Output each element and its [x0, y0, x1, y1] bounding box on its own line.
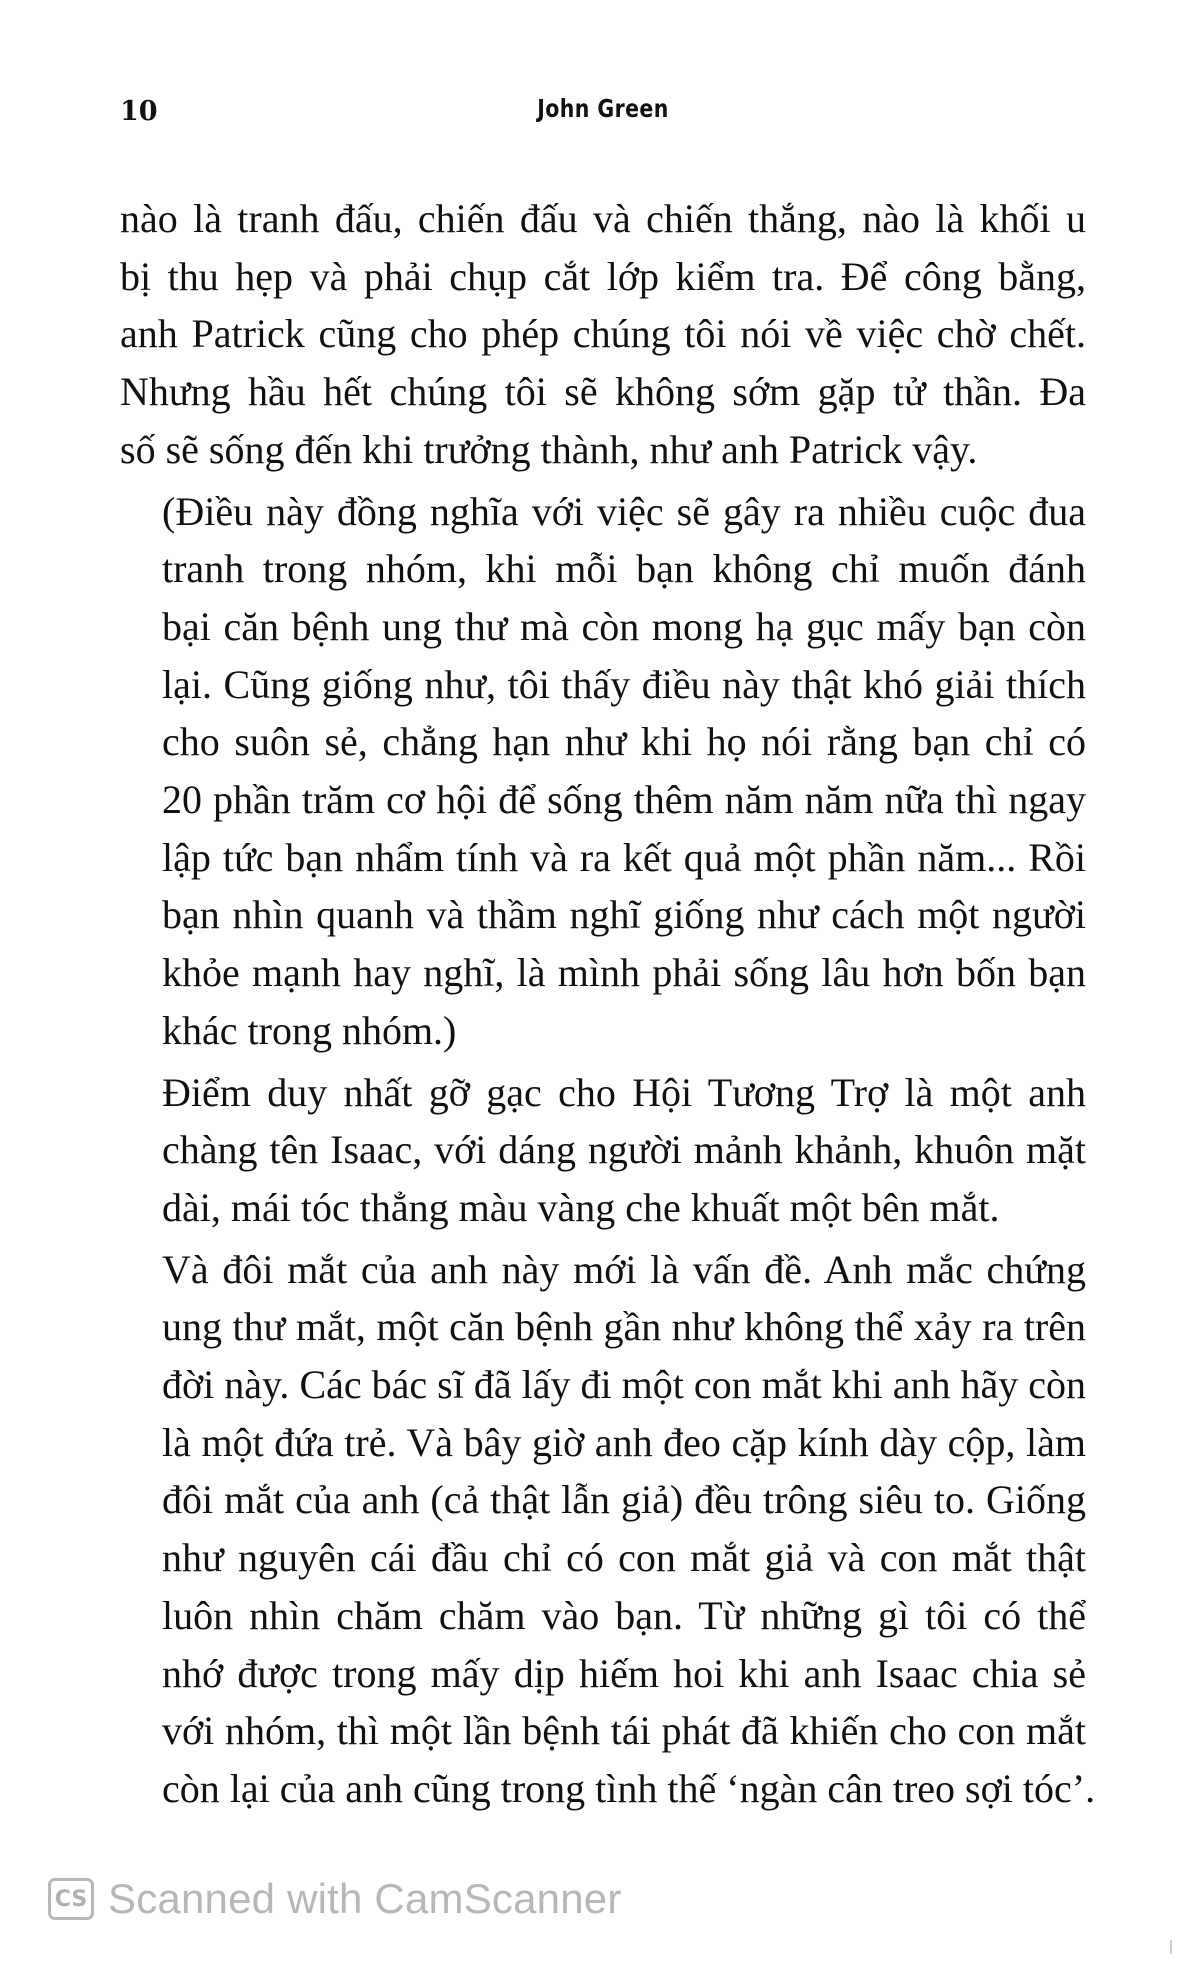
- text-line: bị thu hẹp và phải chụp cắt lớp kiểm tra. Để công bằng,: [120, 253, 1086, 299]
- text-line: ung thư mắt, một căn bệnh gần như không thể xảy ra trên: [162, 1304, 1086, 1350]
- running-head-author: John Green: [537, 94, 669, 123]
- text-line: dài, mái tóc thẳng màu vàng che khuất một bên mắt.: [162, 1184, 1000, 1230]
- text-line: đôi mắt của anh (cả thật lẫn giả) đều trông siêu to. Giống: [162, 1477, 1086, 1523]
- text-line: cho suôn sẻ, chẳng hạn như khi họ nói rằng bạn chỉ có: [162, 719, 1086, 765]
- text-line: Điểm duy nhất gỡ gạc cho Hội Tương Trợ là một anh: [162, 1069, 1086, 1115]
- watermark-text: Scanned with CamScanner: [108, 1875, 622, 1922]
- page-header: [120, 96, 1086, 136]
- scan-edge-mark: [1170, 1940, 1172, 1954]
- text-line: khác trong nhóm.): [162, 1007, 457, 1053]
- text-line: luôn nhìn chăm chăm vào bạn. Từ những gì tôi có thể: [162, 1592, 1086, 1638]
- text-line: như nguyên cái đầu chỉ có con mắt giả và con mắt thật: [162, 1535, 1086, 1581]
- text-line: Và đôi mắt của anh này mới là vấn đề. Anh mắc chứng: [162, 1246, 1086, 1292]
- text-line: chàng tên Isaac, với dáng người mảnh khảnh, khuôn mặt: [162, 1127, 1086, 1173]
- text-line: bạn nhìn quanh và thầm nghĩ giống như cách một người: [162, 892, 1086, 938]
- page-number: 10: [120, 96, 158, 127]
- text-line: khỏe mạnh hay nghĩ, là mình phải sống lâu hơn bốn bạn: [162, 950, 1086, 996]
- paragraph: [120, 1241, 1096, 1818]
- paragraph: [120, 483, 1086, 1060]
- text-line: còn lại của anh cũng trong tình thế ‘ngàn cân treo sợi tóc’.: [162, 1765, 1096, 1811]
- text-line: nhớ được trong mấy dịp hiếm hoi khi anh Isaac chia sẻ: [162, 1650, 1086, 1696]
- text-line: Nhưng hầu hết chúng tôi sẽ không sớm gặp tử thần. Đa: [120, 369, 1086, 415]
- text-line: số sẽ sống đến khi trưởng thành, như anh Patrick vậy.: [120, 426, 978, 472]
- text-line: 20 phần trăm cơ hội để sống thêm năm năm nữa thì ngay: [162, 777, 1086, 823]
- text-line: bại căn bệnh ung thư mà còn mong hạ gục mấy bạn còn: [162, 603, 1086, 649]
- text-line: lại. Cũng giống như, tôi thấy điều này thật khó giải thích: [162, 661, 1086, 707]
- camscanner-watermark: [48, 1874, 622, 1924]
- body-text: [120, 190, 1096, 1822]
- text-line: đời này. Các bác sĩ đã lấy đi một con mắt khi anh hãy còn: [162, 1362, 1086, 1408]
- text-line: anh Patrick cũng cho phép chúng tôi nói về việc chờ chết.: [120, 311, 1086, 357]
- text-line: với nhóm, thì một lần bệnh tái phát đã khiến cho con mắt: [162, 1708, 1086, 1754]
- camscanner-logo-icon: CS: [48, 1878, 94, 1920]
- text-line: lập tức bạn nhẩm tính và ra kết quả một phần năm... Rồi: [162, 834, 1086, 880]
- text-line: là một đứa trẻ. Và bây giờ anh đeo cặp kính dày cộp, làm: [162, 1419, 1086, 1465]
- paragraph: [120, 1064, 1086, 1237]
- text-line: (Điều này đồng nghĩa với việc sẽ gây ra nhiều cuộc đua: [162, 488, 1086, 534]
- text-line: nào là tranh đấu, chiến đấu và chiến thắng, nào là khối u: [120, 196, 1086, 241]
- text-line: tranh trong nhóm, khi mỗi bạn không chỉ muốn đánh: [162, 546, 1086, 592]
- paragraph: [120, 190, 1086, 479]
